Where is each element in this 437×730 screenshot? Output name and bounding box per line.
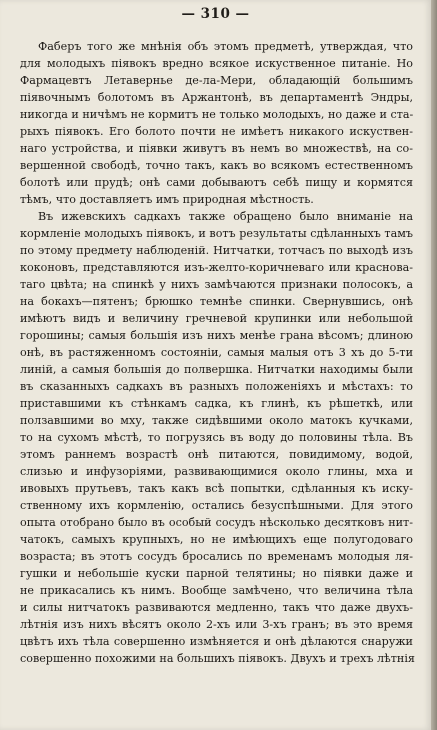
text-line: Въ ижевскихъ садкахъ также обращено было вниманіе на — [38, 210, 413, 223]
text-line: наго устройства, и піявки живутъ въ немъ во множествѣ, на со- — [20, 142, 413, 155]
text-line: совершенно похожими на большихъ піявокъ. Двухъ и трехъ лѣтнія — [20, 652, 415, 665]
text-line: не прикасались къ нимъ. Вообще замѣчено, что величина тѣла — [20, 584, 413, 597]
text-line: линій, а самыя большія до полвершка. Нитчатки находимы были — [20, 363, 413, 376]
text-line: таго цвѣта; на спинкѣ у нихъ замѣчаются признаки полосокъ, а — [20, 278, 413, 291]
text-line: коконовъ, представляются изъ-желто-коричневаго или краснова- — [20, 261, 413, 274]
text-line: цвѣтъ ихъ тѣла совершенно измѣняется и онѣ дѣлаются снаружи — [20, 635, 413, 648]
text-line: Фармацевтъ Летавернье де-ла-Мери, обладающій большимъ — [20, 74, 413, 87]
page-number: — 310 — — [181, 6, 250, 22]
text-line: на бокахъ—пятенъ; брюшко темнѣе спинки. Свернувшись, онѣ — [20, 295, 413, 308]
text-line: и силы нитчатокъ развиваются медленно, такъ что даже двухъ- — [20, 601, 413, 614]
text-line: лѣтнія изъ нихъ вѣсятъ около 2-хъ или 3-хъ гранъ; въ это время — [20, 618, 413, 631]
text-line: онѣ, въ растяженномъ состояніи, самыя малыя отъ 3 хъ до 5-ти — [20, 346, 413, 359]
text-line: этомъ раннемъ возрастѣ онѣ питаются, повидимому, водой, — [20, 448, 413, 461]
text-line: піявочнымъ болотомъ въ Аржантонѣ, въ департаментѣ Эндры, — [20, 91, 413, 104]
text-line: слизью и инфузоріями, развивающимися около глины, мха и — [20, 465, 413, 478]
text-line: чатокъ, самыхъ крупныхъ, но не имѣющихъ еще полугодоваго — [20, 533, 413, 546]
text-line: Фаберъ того же мнѣнія объ этомъ предметѣ, утверждая, что — [38, 40, 413, 53]
text-line: ползавшими во мху, также сидѣвшими около матокъ кучками, — [20, 414, 413, 427]
text-line: вершенной свободѣ, точно такъ, какъ во всякомъ естественномъ — [20, 159, 413, 172]
text-line: для молодыхъ піявокъ вредно всякое искуственное питаніе. Но — [20, 57, 413, 70]
text-line: ивовыхъ прутьевъ, такъ какъ всѣ попытки, сдѣланныя къ иску- — [20, 482, 413, 495]
text-line: кормленіе молодыхъ піявокъ, и вотъ результаты сдѣланныхъ тамъ — [20, 227, 413, 240]
text-line: горошины; самыя большія изъ нихъ менѣе грана вѣсомъ; длиною — [20, 329, 413, 342]
body-text — [20, 38, 413, 667]
text-line: рыхъ піявокъ. Его болото почти не имѣетъ никакого искуствен- — [20, 125, 413, 138]
text-line: тѣмъ, что доставляетъ имъ природная мѣстность. — [20, 193, 314, 206]
text-line: гушки и небольшіе куски парной телятины; но піявки даже и — [20, 567, 413, 580]
text-line: въ сказанныхъ садкахъ въ разныхъ положеніяхъ и мѣстахъ: то — [20, 380, 413, 393]
text-line: опыта отобрано было въ особый сосудъ нѣсколько десятковъ нит- — [20, 516, 413, 529]
text-line: имѣютъ видъ и величину гречневой крупинки или небольшой — [20, 312, 413, 325]
text-line: ственному ихъ кормленію, остались безуспѣшными. Для этого — [20, 499, 413, 512]
text-line: то на сухомъ мѣстѣ, то погрузясь въ воду до половины тѣла. Въ — [20, 431, 413, 444]
text-line: болотѣ или прудѣ; онѣ сами добываютъ себѣ пищу и кормятся — [20, 176, 413, 189]
text-line: никогда и ничѣмъ не кормитъ не только молодыхъ, но даже и ста- — [20, 108, 414, 121]
page-edge — [431, 0, 437, 730]
text-line: по этому предмету наблюденій. Нитчатки, тотчасъ по выходѣ изъ — [20, 244, 413, 257]
text-line: приставшими къ стѣнкамъ садка, къ глинѣ, къ рѣшеткѣ, или — [20, 397, 413, 410]
text-line: возраста; въ этотъ сосудъ бросались по временамъ молодыя ля- — [20, 550, 413, 563]
